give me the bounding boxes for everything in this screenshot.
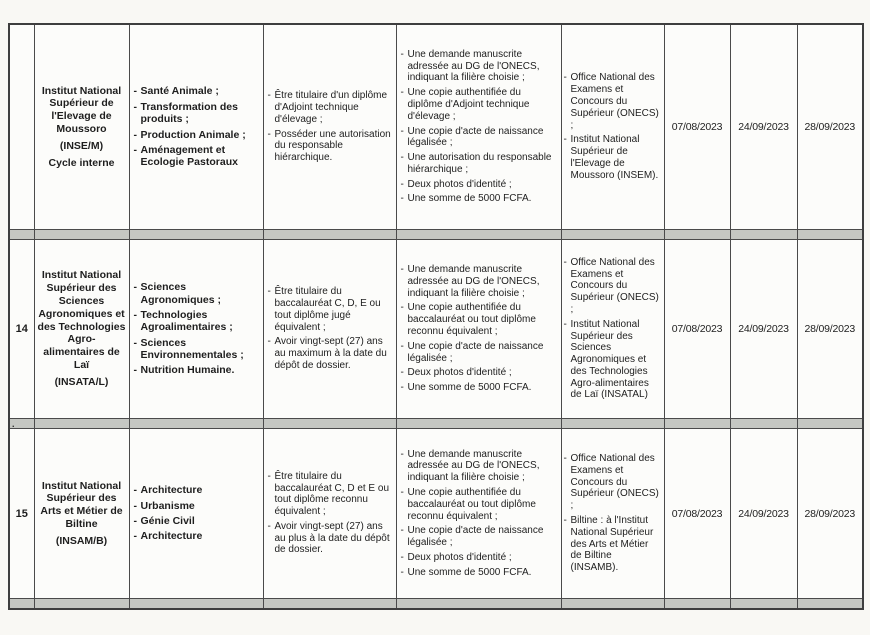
bullet-item: - Une autorisation du responsable hiérarchique ; bbox=[400, 152, 552, 175]
institution-cell bbox=[34, 429, 129, 599]
date-deposit: 07/08/2023 bbox=[664, 24, 730, 230]
bullet-item: - Sciences Environnementales ; bbox=[133, 336, 244, 362]
text-line: (INSE/M) bbox=[59, 139, 104, 152]
bullet-item: - Architecture bbox=[133, 484, 203, 497]
bullet-item: - Institut National Supérieur de l'Elevage de Moussoro (INSEM). bbox=[563, 134, 659, 181]
bullet-item: - Une somme de 5000 FCFA. bbox=[400, 193, 532, 205]
bullet-item: - Une copie authentifiée du baccalauréat ou tout diplôme reconnu équivalent ; bbox=[400, 486, 536, 522]
bullet-item: - Une copie d'acte de naissance légalisée ; bbox=[400, 340, 544, 364]
bullet-item: - Une somme de 5000 FCFA. bbox=[400, 566, 532, 578]
text-line: Institut National Supérieur des Arts et Métier de Biltine bbox=[40, 479, 123, 530]
bullet-item: - Sciences Agronomiques ; bbox=[133, 281, 221, 306]
conditions-cell bbox=[263, 240, 396, 419]
submission-cell bbox=[561, 240, 664, 419]
institution-cell bbox=[34, 240, 129, 419]
bullet-item: - Institut National Supérieur des Sciences Agronomiques et des Technologies Agro-alimentaires de Laï (INSATAL) bbox=[563, 318, 649, 401]
bullet-item: - Deux photos d'identité ; bbox=[400, 178, 512, 190]
date-results: 28/09/2023 bbox=[797, 240, 863, 419]
separator-row bbox=[9, 230, 863, 240]
bullet-item: - Une copie d'acte de naissance légalisée ; bbox=[400, 125, 544, 149]
bullet-item: - Une copie authentifiée du diplôme d'Adjoint technique d'élevage ; bbox=[400, 87, 530, 122]
text-line: Cycle interne bbox=[48, 156, 115, 169]
bullet-item: - Architecture bbox=[133, 530, 203, 543]
bullet-item: - Aménagement et Ecologie Pastoraux bbox=[133, 143, 238, 169]
bullet-item: - Office National des Examens et Concours du Supérieur (ONECS) ; bbox=[563, 256, 659, 315]
bullet-item: - Nutrition Humaine. bbox=[133, 364, 235, 377]
separator-row-bottom bbox=[9, 599, 863, 610]
bullet-item: - Être titulaire du baccalauréat C, D et E ou tout diplôme reconnu équivalent ; bbox=[267, 470, 390, 518]
text-line: (INSATA/L) bbox=[54, 375, 109, 388]
bullet-item: - Avoir vingt-sept (27) ans au maximum à la date du dépôt de dossier. bbox=[267, 336, 387, 371]
row-number: 14 bbox=[9, 240, 34, 419]
bullet-item: - Urbanisme bbox=[133, 499, 195, 512]
bullet-item: - Posséder une autorisation du responsable hiérarchique. bbox=[267, 128, 391, 164]
bullet-item: - Une demande manuscrite adressée au DG de l'ONECS, indiquant la filière choisie ; bbox=[400, 48, 540, 84]
bullet-item: - Office National des Examens et Concours du Supérieur (ONECS) ; bbox=[563, 453, 659, 512]
bullet-item: - Deux photos d'identité ; bbox=[400, 367, 512, 379]
date-exam: 24/09/2023 bbox=[730, 240, 797, 419]
bullet-item: - Être titulaire d'un diplôme d'Adjoint technique d'élevage ; bbox=[267, 90, 388, 125]
bullet-item: - Technologies Agroalimentaires ; bbox=[133, 308, 233, 334]
row-number: 15 bbox=[9, 429, 34, 599]
conditions-cell bbox=[263, 24, 396, 230]
date-exam: 24/09/2023 bbox=[730, 24, 797, 230]
dossier-cell bbox=[396, 429, 561, 599]
bullet-item: - Santé Animale ; bbox=[133, 85, 219, 98]
bullet-item: - Avoir vingt-sept (27) ans au plus à la date du dépôt de dossier. bbox=[267, 520, 390, 556]
dossier-cell bbox=[396, 24, 561, 230]
admissions-table bbox=[8, 23, 864, 610]
bullet-item: - Une somme de 5000 FCFA. bbox=[400, 382, 532, 394]
dossier-cell bbox=[396, 240, 561, 419]
bullet-item: - Une demande manuscrite adressée au DG de l'ONECS, indiquant la filière choisie ; bbox=[400, 264, 540, 299]
bullet-item: - Une demande manuscrite adressée au DG de l'ONECS, indiquant la filière choisie ; bbox=[400, 448, 540, 484]
separator-row-dotted bbox=[9, 419, 863, 429]
table-row-insamb bbox=[9, 429, 863, 599]
table-row-insem bbox=[9, 24, 863, 230]
bullet-item: - Office National des Examens et Concours du Supérieur (ONECS) ; bbox=[563, 72, 659, 131]
bullet-item: - Transformation des produits ; bbox=[133, 100, 238, 126]
date-results: 28/09/2023 bbox=[797, 24, 863, 230]
fields-cell bbox=[129, 240, 263, 419]
bullet-item: - Production Animale ; bbox=[133, 128, 246, 141]
date-deposit: 07/08/2023 bbox=[664, 240, 730, 419]
bullet-item: - Deux photos d'identité ; bbox=[400, 551, 512, 563]
text-line: (INSAM/B) bbox=[55, 534, 108, 547]
date-results: 28/09/2023 bbox=[797, 429, 863, 599]
bullet-item: - Biltine : à l'Institut National Supérieur des Arts et Métier de Biltine (INSAMB). bbox=[563, 515, 654, 574]
fields-cell bbox=[129, 24, 263, 230]
date-exam: 24/09/2023 bbox=[730, 429, 797, 599]
submission-cell bbox=[561, 24, 664, 230]
text-line: Institut National Supérieur des Sciences Agronomiques et des Technologies Agro-alimentaires de Laï bbox=[37, 269, 126, 371]
bullet-item: - Être titulaire du baccalauréat C, D, E ou tout diplôme jugé équivalent ; bbox=[267, 286, 381, 333]
separator-dot: . bbox=[9, 419, 34, 429]
table-row-insatal bbox=[9, 240, 863, 419]
conditions-cell bbox=[263, 429, 396, 599]
submission-cell bbox=[561, 429, 664, 599]
bullet-item: - Une copie d'acte de naissance légalisée ; bbox=[400, 525, 544, 549]
date-deposit: 07/08/2023 bbox=[664, 429, 730, 599]
row-number bbox=[9, 24, 34, 230]
bullet-item: - Génie Civil bbox=[133, 515, 195, 527]
fields-cell bbox=[129, 429, 263, 599]
text-line: Institut National Supérieur de l'Elevage de Moussoro bbox=[41, 84, 122, 135]
institution-cell bbox=[34, 24, 129, 230]
bullet-item: - Une copie authentifiée du baccalauréat ou tout diplôme reconnu équivalent ; bbox=[400, 302, 536, 337]
